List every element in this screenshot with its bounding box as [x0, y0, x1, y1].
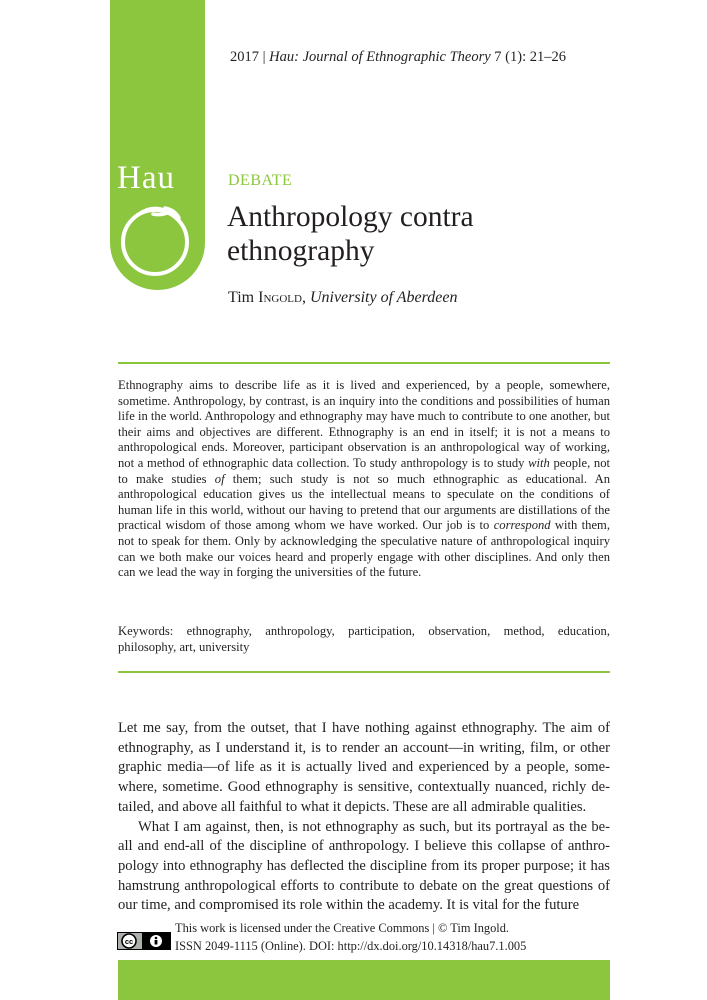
bottom-divider: [118, 671, 610, 673]
citation-separator: |: [259, 49, 270, 65]
ouroboros-icon: [117, 200, 197, 280]
author-surname: Ingold: [258, 289, 302, 306]
body-paragraph: Let me say, from the outset, that I have nothing against ethnography. The aim of ethnography, as I understand it, is to render an account—in writing, film, or other graphic media—of life as it is actually lived and experienced by a people, somewhere, sometime. Good ethnography is sensitive, contextually nuanced, richly detailed, and above all faithful to what it depicts. These are all admirable qualities.: [118, 720, 610, 815]
article-title: Anthropology contra ethnography: [227, 201, 474, 267]
author-given-name: Tim: [228, 289, 259, 306]
abstract-text: people, not to make studies: [118, 455, 610, 486]
journal-name: Hau: Journal of Ethnographic Theory: [269, 49, 491, 65]
abstract: [118, 378, 610, 581]
article-section-label: DEBATE: [228, 172, 293, 189]
author-separator: ,: [301, 289, 310, 306]
author-byline: [228, 289, 457, 307]
abstract-emphasis: with: [528, 455, 550, 470]
abstract-text: Ethnography aims to describe life as it is lived and experienced, by a people, somewhere, sometime. Anthropology, by contrast, is an inquiry into the conditions and possibilities of human life in the world. Anthropology and ethnography may have much to contribute to one another, but their aims and objectives are different. Ethnography is an end in itself; it is not a means to anthropological ends. Moreover, participant observation is an anthropological way of working, not a method of ethnographic data collection. To study anthropology is to study: [118, 378, 610, 470]
keywords: Keywords: ethnography, anthropology, participation, observation, method, education, philosophy, art, university: [118, 624, 610, 654]
abstract-text: them; such study is not so much ethnographic as educational. An anthropological education gives us the intellectual means to speculate on the conditions of human life in this world, without our having to pretend that our arguments are distillations of the practical wisdom of those among whom we have worked. Our job is to: [118, 471, 610, 533]
creative-commons-by-icon[interactable]: [117, 932, 171, 950]
footer-band: [118, 960, 610, 1000]
journal-citation: [230, 49, 566, 66]
top-divider: [118, 362, 610, 364]
license-notice: [175, 919, 526, 955]
license-line: This work is licensed under the Creative Commons | © Tim Ingold.: [175, 921, 510, 935]
body-paragraph: What I am against, then, is not ethnography as such, but its portrayal as the be-all and end-all of the discipline of anthropology. I believe this collapse of anthropology into ethnography has deflected the discipline from its proper purpose; it has hamstrung anthropological efforts to contribute to debate on the great questions of our time, and compromised its role within the academy. It is vital for the future: [118, 818, 610, 914]
author-affiliation: University of Aberdeen: [309, 289, 458, 306]
publication-year: 2017: [230, 49, 259, 65]
article-body: [118, 719, 610, 916]
issn-doi-line: ISSN 2049-1115 (Online). DOI: http://dx.doi.org/10.14318/hau7.1.005: [175, 939, 527, 953]
journal-logo-text: Hau: [117, 160, 175, 196]
volume-issue-pages: 7 (1): 21–26: [490, 49, 566, 65]
abstract-text: with them, not to speak for them. Only by acknowledging the speculative nature of anthropological inquiry can we both make our voices heard and properly engage with other disciplines. And only then can we lead the way in forging the universities of the future.: [118, 518, 610, 580]
svg-text:cc: cc: [124, 937, 134, 946]
abstract-emphasis: of: [214, 471, 225, 486]
abstract-emphasis: correspond: [493, 518, 551, 533]
